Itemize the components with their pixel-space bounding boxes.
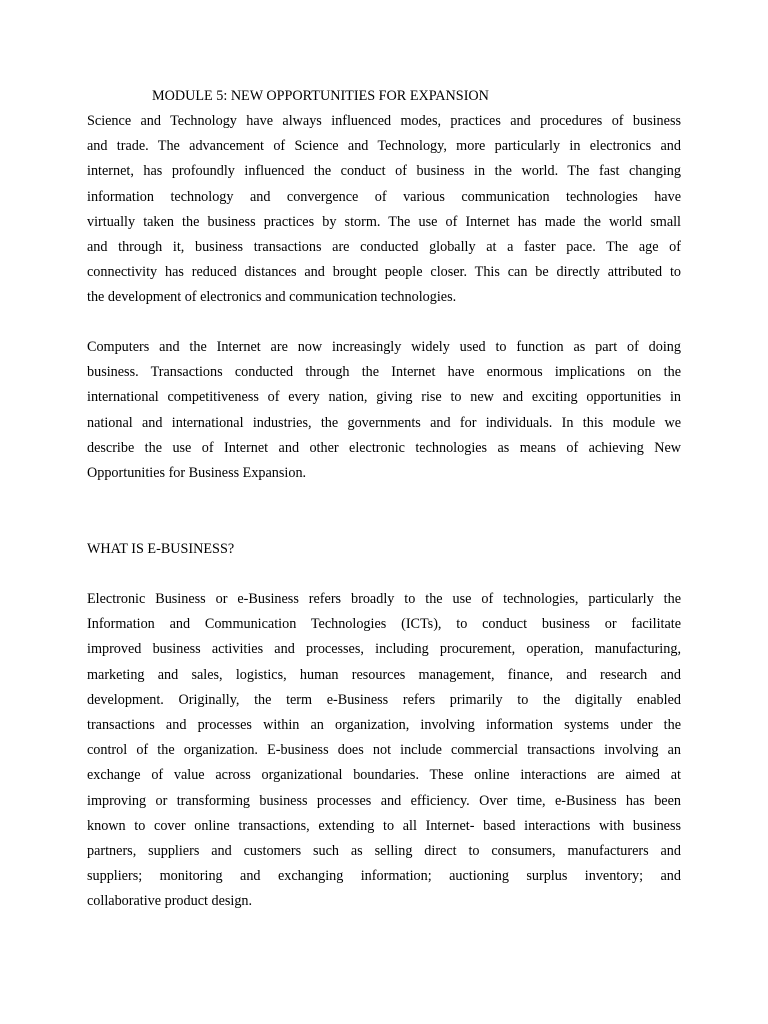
paragraph-line: control of the organization. E-business does not include commercial transactions involving an: [87, 742, 681, 759]
paragraph-line: development. Originally, the term e-Business refers primarily to the digitally enabled: [87, 691, 681, 708]
paragraph-line: Electronic Business or e-Business refers broadly to the use of technologies, particularly the: [87, 591, 681, 607]
paragraph-line: improving or transforming business processes and efficiency. Over time, e-Business has been: [87, 792, 681, 809]
paragraph-line: Computers and the Internet are now increasingly widely used to function as part of doing: [87, 339, 681, 355]
paragraph-line: transactions and processes within an organization, involving information systems under the: [87, 716, 681, 733]
paragraph-line: Information and Communication Technologies (ICTs), to conduct business or facilitate: [87, 616, 681, 633]
paragraph-line: internet, has profoundly influenced the conduct of business in the world. The fast changing: [87, 163, 681, 180]
paragraph-line: collaborative product design.: [87, 893, 253, 910]
paragraph-line: Opportunities for Business Expansion.: [87, 464, 307, 481]
paragraph-line: connectivity has reduced distances and brought people closer. This can be directly attributed to: [87, 264, 681, 281]
paragraph-line: known to cover online transactions, extending to all Internet- based interactions with business: [87, 817, 681, 834]
paragraph-line: information technology and convergence of various communication technologies have: [87, 188, 681, 205]
paragraph-line: national and international industries, the governments and for individuals. In this module we: [87, 414, 681, 431]
paragraph-line: and through it, business transactions are conducted globally at a faster pace. The age of: [87, 238, 681, 255]
paragraph-line: partners, suppliers and customers such as selling direct to consumers, manufacturers and: [87, 842, 681, 859]
module-title: MODULE 5: NEW OPPORTUNITIES FOR EXPANSION: [152, 88, 489, 104]
paragraph-line: improved business activities and processes, including procurement, operation, manufacturing,: [87, 641, 681, 658]
e-business-definition-paragraph: [87, 587, 681, 914]
section-heading: WHAT IS E-BUSINESS?: [87, 541, 235, 557]
paragraph-line: and trade. The advancement of Science and Technology, more particularly in electronics and: [87, 138, 681, 155]
paragraph-line: describe the use of Internet and other electronic technologies as means of achieving New: [87, 439, 681, 456]
paragraph-line: business. Transactions conducted through the Internet have enormous implications on the: [87, 364, 681, 381]
intro-paragraph: [87, 109, 681, 311]
computers-internet-paragraph: [87, 335, 681, 486]
paragraph-line: suppliers; monitoring and exchanging information; auctioning surplus inventory; and: [87, 868, 681, 885]
paragraph-line: the development of electronics and communication technologies.: [87, 289, 457, 306]
paragraph-line: marketing and sales, logistics, human resources management, finance, and research and: [87, 666, 681, 683]
paragraph-line: virtually taken the business practices by storm. The use of Internet has made the world small: [87, 213, 681, 230]
paragraph-line: Science and Technology have always influenced modes, practices and procedures of business: [87, 113, 681, 129]
paragraph-line: exchange of value across organizational boundaries. These online interactions are aimed at: [87, 767, 681, 784]
paragraph-line: international competitiveness of every nation, giving rise to new and exciting opportunities in: [87, 389, 681, 406]
